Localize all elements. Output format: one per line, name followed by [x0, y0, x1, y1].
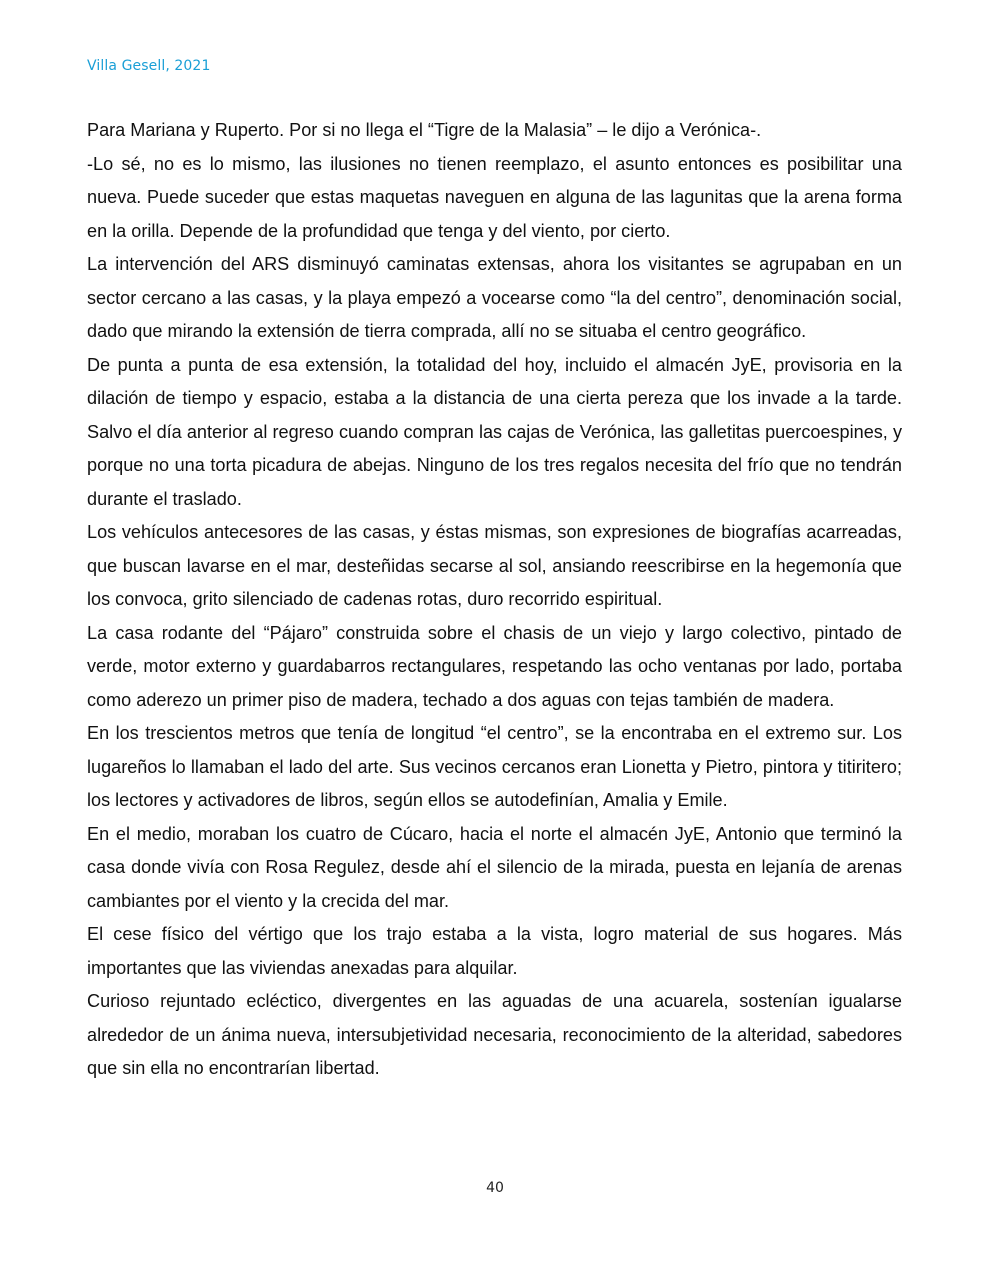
- paragraph: La intervención del ARS disminuyó caminatas extensas, ahora los visitantes se agrupaban en un sector cercano a las casas, y la playa empezó a vocearse como “la del centro”, denominación social, dado que mirando la extensión de tierra comprada, allí no se situaba el centro geográfico.: [87, 254, 902, 341]
- paragraph: En los trescientos metros que tenía de longitud “el centro”, se la encontraba en el extremo sur. Los lugareños lo llamaban el lado del arte. Sus vecinos cercanos eran Lionetta y Pietro, pintora y titiritero; los lectores y activadores de libros, según ellos se autodefinían, Amalia y Emile.: [87, 723, 902, 810]
- paragraph: -Lo sé, no es lo mismo, las ilusiones no tienen reemplazo, el asunto entonces es posibilitar una nueva. Puede suceder que estas maquetas naveguen en alguna de las lagunitas que la arena forma en la orilla. Depende de la profundidad que tenga y del viento, por cierto.: [87, 153, 902, 241]
- paragraph: Los vehículos antecesores de las casas, y éstas mismas, son expresiones de biografías acarreadas, que buscan lavarse en el mar, desteñidas secarse al sol, ansiando reescribirse en la hegemonía que los convoca, grito silenciado de cadenas rotas, duro recorrido espiritual.: [87, 522, 902, 609]
- paragraph: De punta a punta de esa extensión, la totalidad del hoy, incluido el almacén JyE, provisoria en la dilación de tiempo y espacio, estaba a la distancia de una cierta pereza que los invade a la tarde. Salvo el día anterior al regreso cuando compran las cajas de Verónica, las galletitas puercoespines, y porque no una torta picadura de abejas. Ninguno de los tres regalos necesita del frío que no tendrán durante el traslado.: [87, 354, 902, 509]
- paragraph: El cese físico del vértigo que los trajo estaba a la vista, logro material de sus hogares. Más importantes que las viviendas anexadas para alquilar.: [87, 924, 902, 978]
- paragraph: Para Mariana y Ruperto. Por si no llega el “Tigre de la Malasia” – le dijo a Verónica-.: [87, 120, 762, 140]
- running-header: Villa Gesell, 2021: [87, 58, 211, 74]
- body-text: [87, 114, 902, 1086]
- page-number: 40: [486, 1180, 504, 1196]
- paragraph: En el medio, moraban los cuatro de Cúcaro, hacia el norte el almacén JyE, Antonio que terminó la casa donde vivía con Rosa Regulez, desde ahí el silencio de la mirada, puesta en lejanía de arenas cambiantes por el viento y la crecida del mar.: [87, 823, 902, 911]
- paragraph: La casa rodante del “Pájaro” construida sobre el chasis de un viejo y largo colectivo, pintado de verde, motor externo y guardabarros rectangulares, respetando las ocho ventanas por lado, portaba como aderezo un primer piso de madera, techado a dos aguas con tejas también de madera.: [87, 622, 902, 710]
- paragraph: Curioso rejuntado ecléctico, divergentes en las aguadas de una acuarela, sostenían igualarse alrededor de un ánima nueva, intersubjetividad necesaria, reconocimiento de la alteridad, sabedores que sin ella no encontrarían libertad.: [87, 991, 902, 1078]
